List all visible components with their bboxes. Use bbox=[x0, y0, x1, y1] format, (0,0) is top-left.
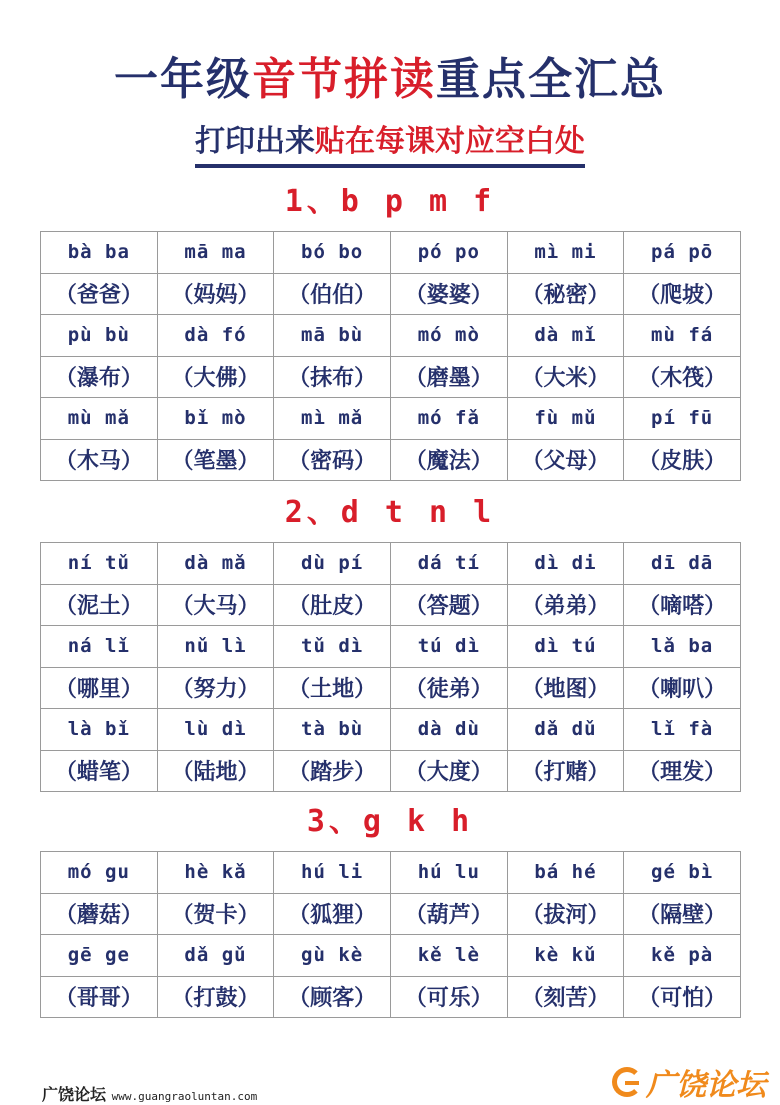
pinyin-cell: tà bù bbox=[274, 709, 391, 751]
pinyin-cell: pó po bbox=[390, 232, 507, 274]
hanzi-cell: （抹布） bbox=[274, 356, 391, 398]
pinyin-cell: fù mǔ bbox=[507, 398, 624, 440]
pinyin-cell: hè kǎ bbox=[157, 852, 274, 894]
section-heading-bpmf: 1、b p m f bbox=[284, 184, 496, 219]
pinyin-cell: dǎ dǔ bbox=[507, 709, 624, 751]
pinyin-cell: mā bù bbox=[274, 315, 391, 357]
pinyin-cell: gē ge bbox=[41, 935, 158, 977]
pinyin-row bbox=[41, 315, 741, 357]
pinyin-row bbox=[41, 709, 741, 751]
hanzi-cell: （答题） bbox=[390, 584, 507, 626]
pinyin-cell: mù mǎ bbox=[41, 398, 158, 440]
hanzi-row bbox=[41, 893, 741, 935]
hanzi-row bbox=[41, 667, 741, 709]
pinyin-cell: bá hé bbox=[507, 852, 624, 894]
hanzi-cell: （瀑布） bbox=[41, 356, 158, 398]
subtitle-part-2: 贴在每课对应空白处 bbox=[315, 124, 585, 159]
hanzi-cell: （大米） bbox=[507, 356, 624, 398]
pinyin-cell: pù bù bbox=[41, 315, 158, 357]
hanzi-cell: （大马） bbox=[157, 584, 274, 626]
hanzi-cell: （隔壁） bbox=[624, 893, 741, 935]
pinyin-cell: mā ma bbox=[157, 232, 274, 274]
hanzi-cell: （可怕） bbox=[624, 976, 741, 1018]
hanzi-cell: （贺卡） bbox=[157, 893, 274, 935]
section-heading-dtnl: 2、d t n l bbox=[284, 495, 496, 530]
hanzi-cell: （葫芦） bbox=[390, 893, 507, 935]
hanzi-cell: （打鼓） bbox=[157, 976, 274, 1018]
pinyin-cell: dà mǐ bbox=[507, 315, 624, 357]
pinyin-cell: mó gu bbox=[41, 852, 158, 894]
hanzi-cell: （肚皮） bbox=[274, 584, 391, 626]
logo-text: 广饶论坛 bbox=[646, 1068, 766, 1103]
footer-site-name: 广饶论坛 bbox=[42, 1085, 107, 1104]
pinyin-cell: dà dù bbox=[390, 709, 507, 751]
logo-mark-icon bbox=[612, 1067, 642, 1097]
pinyin-cell: dǎ gǔ bbox=[157, 935, 274, 977]
pinyin-cell: dà mǎ bbox=[157, 543, 274, 585]
pinyin-cell: nǔ lì bbox=[157, 626, 274, 668]
pinyin-cell: lǎ ba bbox=[624, 626, 741, 668]
section-heading-gkh: 3、g k h bbox=[306, 804, 474, 839]
title-part-1: 一年级 bbox=[114, 54, 252, 105]
pinyin-cell: tǔ dì bbox=[274, 626, 391, 668]
hanzi-cell: （刻苦） bbox=[507, 976, 624, 1018]
pinyin-cell: gé bì bbox=[624, 852, 741, 894]
pinyin-cell: mì mǎ bbox=[274, 398, 391, 440]
footer-url[interactable]: www.guangraoluntan.com bbox=[111, 1090, 258, 1103]
hanzi-row bbox=[41, 273, 741, 315]
pinyin-row bbox=[41, 626, 741, 668]
hanzi-cell: （努力） bbox=[157, 667, 274, 709]
hanzi-cell: （理发） bbox=[624, 750, 741, 792]
hanzi-cell: （磨墨） bbox=[390, 356, 507, 398]
hanzi-cell: （爬坡） bbox=[624, 273, 741, 315]
pinyin-cell: bó bo bbox=[274, 232, 391, 274]
pinyin-cell: lù dì bbox=[157, 709, 274, 751]
hanzi-cell: （秘密） bbox=[507, 273, 624, 315]
pinyin-cell: ní tǔ bbox=[41, 543, 158, 585]
page-title bbox=[0, 52, 780, 108]
hanzi-cell: （喇叭） bbox=[624, 667, 741, 709]
hanzi-cell: （木筏） bbox=[624, 356, 741, 398]
pinyin-cell: hú lu bbox=[390, 852, 507, 894]
hanzi-cell: （哪里） bbox=[41, 667, 158, 709]
site-logo bbox=[612, 1060, 766, 1104]
pinyin-cell: kè kǔ bbox=[507, 935, 624, 977]
title-part-2: 音节拼读 bbox=[252, 54, 436, 105]
footer bbox=[42, 1082, 257, 1105]
pinyin-cell: mù fá bbox=[624, 315, 741, 357]
pinyin-cell: kě lè bbox=[390, 935, 507, 977]
hanzi-cell: （嘀嗒） bbox=[624, 584, 741, 626]
pinyin-cell: pá pō bbox=[624, 232, 741, 274]
hanzi-cell: （蘑菇） bbox=[41, 893, 158, 935]
pinyin-cell: là bǐ bbox=[41, 709, 158, 751]
hanzi-cell: （哥哥） bbox=[41, 976, 158, 1018]
pinyin-cell: dì di bbox=[507, 543, 624, 585]
pinyin-cell: bǐ mò bbox=[157, 398, 274, 440]
pinyin-cell: dà fó bbox=[157, 315, 274, 357]
pinyin-row bbox=[41, 232, 741, 274]
hanzi-row bbox=[41, 356, 741, 398]
pinyin-cell: dá tí bbox=[390, 543, 507, 585]
hanzi-cell: （爸爸） bbox=[41, 273, 158, 315]
hanzi-cell: （土地） bbox=[274, 667, 391, 709]
hanzi-row bbox=[41, 584, 741, 626]
title-part-3: 重点全汇总 bbox=[436, 54, 666, 105]
pinyin-cell: bà ba bbox=[41, 232, 158, 274]
hanzi-cell: （皮肤） bbox=[624, 439, 741, 481]
hanzi-cell: （地图） bbox=[507, 667, 624, 709]
hanzi-cell: （拔河） bbox=[507, 893, 624, 935]
pinyin-cell: dì tú bbox=[507, 626, 624, 668]
pinyin-cell: mó fǎ bbox=[390, 398, 507, 440]
hanzi-row bbox=[41, 750, 741, 792]
hanzi-cell: （蜡笔） bbox=[41, 750, 158, 792]
hanzi-cell: （婆婆） bbox=[390, 273, 507, 315]
hanzi-cell: （泥土） bbox=[41, 584, 158, 626]
pinyin-cell: kě pà bbox=[624, 935, 741, 977]
hanzi-cell: （可乐） bbox=[390, 976, 507, 1018]
pinyin-cell: pí fū bbox=[624, 398, 741, 440]
hanzi-row bbox=[41, 976, 741, 1018]
section-table-gkh bbox=[40, 851, 741, 1018]
hanzi-row bbox=[41, 439, 741, 481]
pinyin-row bbox=[41, 852, 741, 894]
pinyin-cell: dù pí bbox=[274, 543, 391, 585]
hanzi-cell: （大佛） bbox=[157, 356, 274, 398]
pinyin-cell: dī dā bbox=[624, 543, 741, 585]
hanzi-cell: （徒弟） bbox=[390, 667, 507, 709]
pinyin-cell: tú dì bbox=[390, 626, 507, 668]
hanzi-cell: （打赌） bbox=[507, 750, 624, 792]
pinyin-cell: lǐ fà bbox=[624, 709, 741, 751]
pinyin-row bbox=[41, 398, 741, 440]
hanzi-cell: （密码） bbox=[274, 439, 391, 481]
section-table-dtnl bbox=[40, 542, 741, 792]
hanzi-cell: （踏步） bbox=[274, 750, 391, 792]
pinyin-cell: gù kè bbox=[274, 935, 391, 977]
subtitle-part-1: 打印出来 bbox=[195, 124, 315, 159]
hanzi-cell: （顾客） bbox=[274, 976, 391, 1018]
hanzi-cell: （笔墨） bbox=[157, 439, 274, 481]
hanzi-cell: （陆地） bbox=[157, 750, 274, 792]
pinyin-cell: ná lǐ bbox=[41, 626, 158, 668]
pinyin-cell: mó mò bbox=[390, 315, 507, 357]
hanzi-cell: （大度） bbox=[390, 750, 507, 792]
hanzi-cell: （伯伯） bbox=[274, 273, 391, 315]
hanzi-cell: （魔法） bbox=[390, 439, 507, 481]
hanzi-cell: （弟弟） bbox=[507, 584, 624, 626]
hanzi-cell: （妈妈） bbox=[157, 273, 274, 315]
pinyin-row bbox=[41, 543, 741, 585]
hanzi-cell: （狐狸） bbox=[274, 893, 391, 935]
hanzi-cell: （父母） bbox=[507, 439, 624, 481]
pinyin-row bbox=[41, 935, 741, 977]
hanzi-cell: （木马） bbox=[41, 439, 158, 481]
section-table-bpmf bbox=[40, 231, 741, 481]
pinyin-cell: mì mi bbox=[507, 232, 624, 274]
page-subtitle bbox=[0, 122, 780, 168]
pinyin-cell: hú li bbox=[274, 852, 391, 894]
